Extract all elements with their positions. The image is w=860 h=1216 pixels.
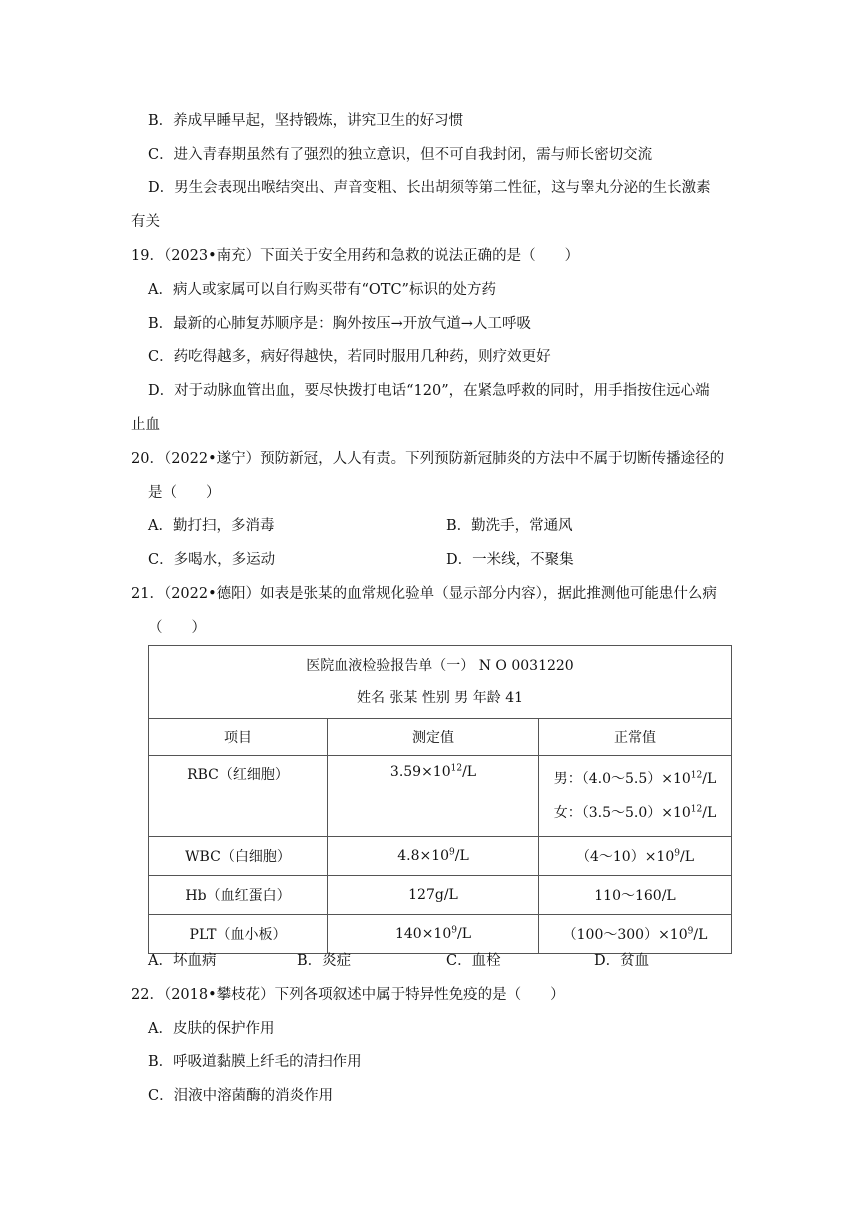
wbc-normal: $(4\sim 10)\times 10^9/L$ xyxy=(539,837,732,876)
q22-option-a: A．皮肤的保护作用 xyxy=(148,1021,275,1037)
table-row xyxy=(149,876,732,915)
report-title: 医院血液检验报告单（一） N O 0031220 xyxy=(306,658,574,674)
q21-stem-line1: 21．（2022•德阳）如表是张某的血常规化验单（显示部分内容），据此推测他可能患什么病 xyxy=(131,586,717,602)
q21-option-a: A．坏血病 xyxy=(148,953,217,969)
q22-stem: 22．（2018•攀枝花）下列各项叙述中属于特异性免疫的是（ ） xyxy=(131,987,565,1003)
blood-test-report-table xyxy=(148,645,732,954)
q18-option-d-line2: 有关 xyxy=(131,214,160,230)
q20-option-d: D．一米线，不聚集 xyxy=(446,552,574,568)
q19-option-d-line1: D．对于动脉血管出血，要尽快拨打电话“120”，在紧急呼救的同时，用手指按住远心端 xyxy=(148,383,710,399)
table-row xyxy=(149,915,732,954)
report-title-cell xyxy=(149,646,732,719)
q21-stem-line2: （ ） xyxy=(148,620,206,636)
plt-name: PLT（血小板） xyxy=(149,915,328,954)
q18-option-d-line1: D．男生会表现出喉结突出、声音变粗、长出胡须等第二性征，这与睾丸分泌的生长激素 xyxy=(148,180,711,196)
q21-option-c: C．血栓 xyxy=(446,953,501,969)
hb-value: 127g/L xyxy=(328,876,539,915)
header-measured: 测定值 xyxy=(328,719,539,756)
wbc-name: WBC（白细胞） xyxy=(149,837,328,876)
q19-option-a: A．病人或家属可以自行购买带有“OTC”标识的处方药 xyxy=(148,282,496,298)
hb-name: Hb（血红蛋白） xyxy=(149,876,328,915)
q18-option-b: B．养成早睡早起，坚持锻炼，讲究卫生的好习惯 xyxy=(148,113,464,129)
q18-option-c: C．进入青春期虽然有了强烈的独立意识，但不可自我封闭，需与师长密切交流 xyxy=(148,147,653,163)
hb-normal: 110～160/L xyxy=(539,876,732,915)
header-normal: 正常值 xyxy=(539,719,732,756)
q22-option-c: C．泪液中溶菌酶的消炎作用 xyxy=(148,1088,334,1104)
q19-stem: 19．（2023•南充）下面关于安全用药和急救的说法正确的是（ ） xyxy=(131,248,580,264)
q20-stem-line2: 是（ ） xyxy=(148,485,221,501)
q20-option-c: C．多喝水，多运动 xyxy=(148,552,276,568)
plt-value: $140\times 10^9/L$ xyxy=(328,915,539,954)
header-item: 项目 xyxy=(149,719,328,756)
q22-option-b: B．呼吸道黏膜上纤毛的清扫作用 xyxy=(148,1054,362,1070)
plt-normal: $(100\sim 300)\times 10^9/L$ xyxy=(539,915,732,954)
q20-stem-line1: 20．（2022•遂宁）预防新冠，人人有责。下列预防新冠肺炎的方法中不属于切断传播途径的 xyxy=(131,451,725,467)
rbc-value: $3.59\times 10^{12}/L$ xyxy=(328,756,539,837)
q19-option-b: B．最新的心肺复苏顺序是：胸外按压→开放气道→人工呼吸 xyxy=(148,316,531,332)
rbc-normal-female: 女：$(3.5\sim 5.0)\times 10^{12}/L$ xyxy=(553,804,717,821)
wbc-value: $4.8\times 10^9/L$ xyxy=(328,837,539,876)
q19-option-d-line2: 止血 xyxy=(131,417,160,433)
q21-option-b: B．炎症 xyxy=(297,953,352,969)
q20-option-b: B．勤洗手，常通风 xyxy=(446,518,573,534)
table-row xyxy=(149,837,732,876)
q21-option-d: D．贫血 xyxy=(594,953,650,969)
rbc-name: RBC（红细胞） xyxy=(149,756,328,837)
q20-option-a: A．勤打扫，多消毒 xyxy=(148,518,275,534)
table-row xyxy=(149,756,732,837)
q19-option-c: C．药吃得越多，病好得越快，若同时服用几种药，则疗效更好 xyxy=(148,349,551,365)
rbc-normal-male: 男：$(4.0\sim 5.5)\times 10^{12}/L$ xyxy=(553,770,717,787)
rbc-normal xyxy=(539,756,732,837)
report-patient-info: 姓名 张某 性别 男 年龄 41 xyxy=(356,690,524,706)
